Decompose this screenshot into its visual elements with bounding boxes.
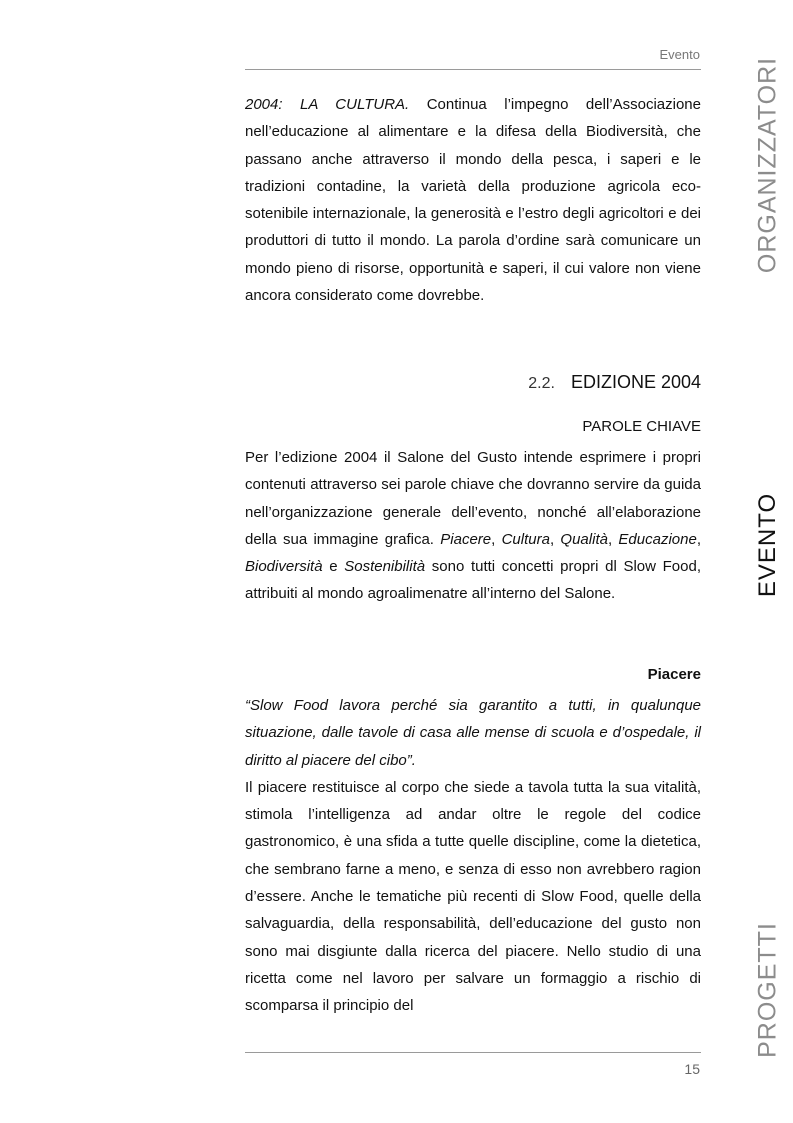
keyword-biodiversita: Biodiversità xyxy=(245,558,323,576)
keyword-educazione: Educazione xyxy=(618,530,697,548)
keywords-text-after: sono tutti concetti propri dl Slow Food, attribuiti al mondo agroalimenatre all’interno del Salone. xyxy=(245,558,702,603)
footer-rule xyxy=(245,1052,701,1053)
piacere-heading: Piacere xyxy=(647,666,701,683)
keyword-sostenibilita: Sostenibilità xyxy=(344,558,426,576)
page-number: 15 xyxy=(684,1061,700,1077)
intro-paragraph xyxy=(245,91,701,309)
keywords-heading: PAROLE CHIAVE xyxy=(582,418,701,435)
header-rule xyxy=(245,69,701,70)
sidebar-label-organizzatori: ORGANIZZATORI xyxy=(753,56,782,274)
keyword-cultura: Cultura xyxy=(501,530,550,548)
intro-lead: 2004: LA CULTURA. xyxy=(245,96,410,113)
section-heading xyxy=(245,369,701,397)
piacere-text: Il piacere restituisce al corpo che siede a tavola tutta la sua vitalità, stimola l’intelligenza ad andar oltre le regole del codice gastronomico, è una sfida a tutte quelle discipline, come la dietetica, che sembrano farne a meno, e senza di esso non avrebbero ragion d’essere. Anche le tematiche più recenti di Slow Food, quelle della salvaguardia, della responsabilità, dell’educazione del gusto non sono mai disgiunte dalla ricerca del piacere. Nello studio di una ricetta come nel lavoro per salvare un formaggio a rischio di scomparsa il principio del xyxy=(245,778,701,1015)
sidebar-label-evento: EVENTO xyxy=(754,492,781,598)
keywords-text-before: Per l’edizione 2004 il Salone del Gusto intende esprimere i propri contenuti attraverso sei parole chiave che dovranno servire da guida nell’organizzazione generale dell’evento, nonché all’elaborazione della sua immagine grafica. xyxy=(245,449,701,548)
section-title: EDIZIONE 2004 xyxy=(570,372,701,392)
sidebar-label-progetti: PROGETTI xyxy=(753,922,782,1058)
keywords-paragraph: Per l’edizione 2004 il Salone del Gusto intende esprimere i propri contenuti attraverso sei parole chiave che dovranno servire da guida nell’organizzazione generale dell’evento, nonché all’elaborazione della sua immagine grafica. Piacere, Cultura, Qualità, Educazione, Biodiversità e Sostenibilità sono tutti concetti propri dl Slow Food, attribuiti al mondo agroalimenatre all’interno del Salone. xyxy=(245,449,702,603)
piacere-quote: “Slow Food lavora perché sia garantito a tutti, in qualunque situazione, dalle tavole di casa alle mense di scuola e d’ospedale, il diritto al piacere del cibo”. xyxy=(245,697,701,769)
section-number: 2.2. xyxy=(528,375,555,392)
intro-text: Continua l’impegno dell’Associazione nell’educazione al alimentare e la difesa della Biodiversità, che passano anche attraverso il mondo della pesca, i saperi e le tradizioni contadine, la varietà della produzione agricola eco-sotenibile internazionale, la generosità e l’estro degli agricoltori e dei produttori di tutto il mondo. La parola d’ordine sarà comunicare un mondo pieno di risorse, opportunità e saperi, il cui valore non viene ancora considerato come dovrebbe. xyxy=(245,96,701,305)
piacere-section xyxy=(245,692,701,1020)
keyword-piacere: Piacere xyxy=(440,530,492,548)
running-header: Evento xyxy=(659,47,700,62)
keyword-qualita: Qualità xyxy=(560,530,608,548)
